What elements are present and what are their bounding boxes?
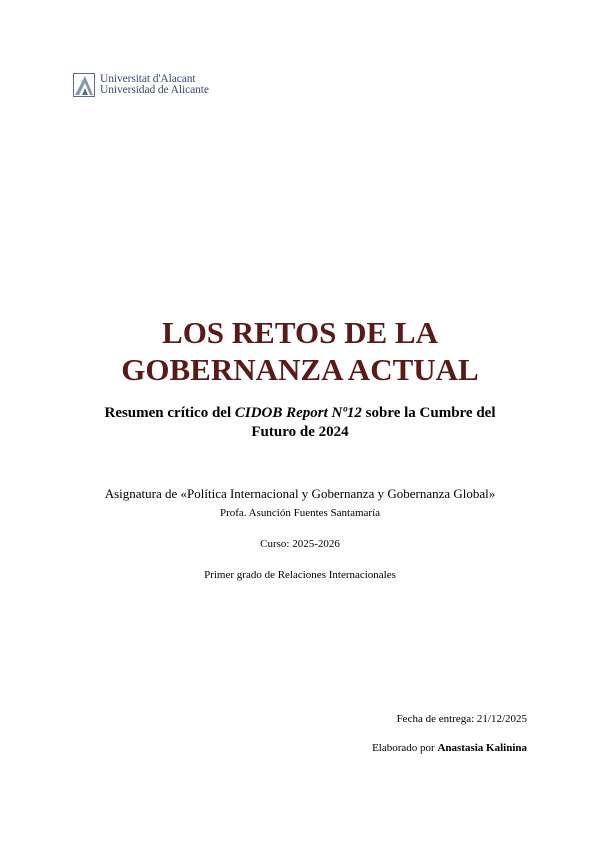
academic-year: Curso: 2025-2026	[260, 538, 340, 550]
title-line-1: LOS RETOS DE LA	[162, 315, 438, 350]
author-prefix: Elaborado por	[372, 742, 438, 754]
course-name: Asignatura de «Política Internacional y Gobernanza y Gobernanza Global»	[104, 486, 496, 501]
subtitle-prefix: Resumen crítico del	[104, 405, 235, 421]
subtitle-report-name: CIDOB Report Nº12	[234, 405, 362, 421]
title-line-2: GOBERNANZA ACTUAL	[121, 352, 479, 387]
document-subtitle	[0, 404, 600, 442]
university-logo	[73, 72, 209, 98]
author-name: Anastasia Kalinina	[437, 742, 527, 754]
logo-line-2: Universidad de Alicante	[100, 84, 209, 96]
submission-date: Fecha de entrega: 21/12/2025	[396, 713, 527, 725]
professor-name: Profa. Asunción Fuentes Santamaría	[219, 507, 381, 519]
subtitle-line-2: Futuro de 2024	[251, 424, 349, 440]
author-line	[372, 741, 527, 755]
logo-text	[100, 74, 209, 96]
subtitle-line-1	[0, 404, 600, 423]
subtitle-suffix: sobre la Cumbre del	[361, 405, 496, 421]
document-title	[0, 314, 600, 388]
logo-line-1: Universitat d'Alacant	[100, 73, 196, 85]
university-logo-icon	[73, 73, 95, 97]
degree-name: Primer grado de Relaciones Internacionales	[204, 569, 396, 581]
